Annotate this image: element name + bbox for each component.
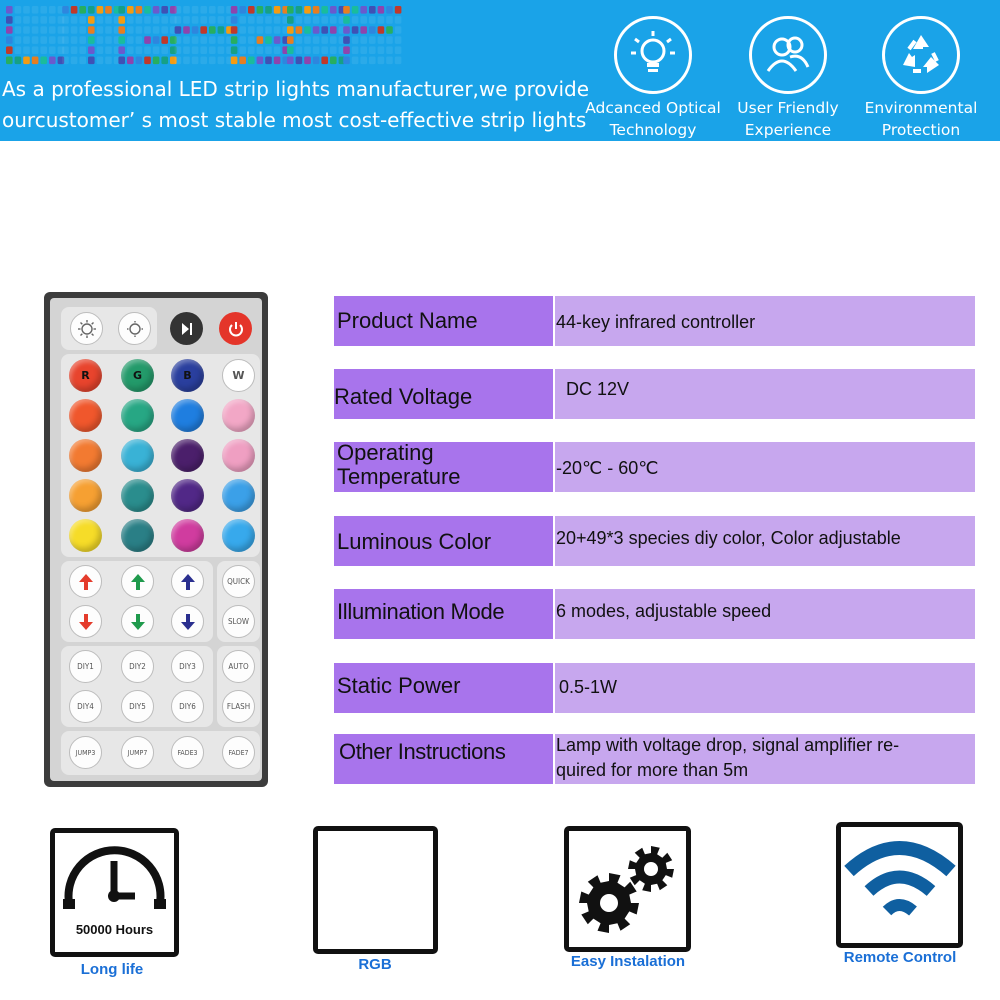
color-button [69,479,102,512]
color-button-r [69,359,102,392]
color-button [222,439,255,472]
remote-control-box [836,822,963,948]
color-button [69,519,102,552]
recycle-icon [882,16,960,94]
color-button [171,399,204,432]
spec-row-other-instructions [334,734,975,784]
installation-box [564,826,691,952]
diy6-button: DIY6 [171,690,204,723]
color-button-label: R [81,369,90,382]
remote-effects-panel [61,731,260,775]
color-button-g [121,359,154,392]
hours-text: 50000 Hours [75,922,154,937]
caption-long-life: Long life [80,961,144,978]
dotted-logo [6,6,426,72]
spec-label-cell [334,442,553,492]
diy5-button: DIY5 [121,690,154,723]
spec-label: Illumination Mode [337,599,505,624]
play-pause-icon [170,312,203,345]
wifi-signal-icon [841,827,958,943]
feature-label: Protection [881,121,961,139]
color-button-label: G [132,369,143,382]
spec-label-cell [334,589,553,639]
feature-environmental [851,16,991,141]
spec-label: Rated Voltage [334,384,473,409]
color-button [121,439,154,472]
feature-label: Adcanced Optical [585,99,721,117]
spec-label-line-2: Temperature [337,464,461,489]
spec-value-cell [555,516,975,566]
spec-value-cell [555,442,975,492]
green-down-arrow-icon [121,605,154,638]
spec-value: 20+49*3 species diy color, Color adjustable [556,528,901,548]
color-button-b [171,359,204,392]
color-button-w [222,359,255,392]
diy3-button: DIY3 [171,650,204,683]
spec-label-cell [334,663,553,713]
feature-optical-technology [583,16,723,141]
brightness-up-icon [70,312,103,345]
fade3-button: FADE3 [171,736,204,769]
feature-label: Experience [744,121,832,139]
color-button-label: W [232,369,245,382]
spec-value-line-1: Lamp with voltage drop, signal amplifier re- [556,735,900,755]
gears-icon [569,831,686,947]
spec-value: 44-key infrared controller [556,312,756,332]
color-button [69,399,102,432]
color-button [171,519,204,552]
color-button [222,519,255,552]
spec-value: 6 modes, adjustable speed [556,601,772,621]
long-life-box [50,828,179,957]
feature-label: Environmental [864,99,978,117]
color-button [121,479,154,512]
caption-rgb: RGB [358,956,392,973]
brightness-down-icon [118,312,151,345]
auto-button: AUTO [222,650,255,683]
ir-remote-image [44,292,268,787]
red-up-arrow-icon [69,565,102,598]
feature-label: User Friendly [737,99,839,117]
spec-row-illumination-mode [334,589,975,639]
users-icon [749,16,827,94]
color-button [171,479,204,512]
spec-value-line-2: quired for more than 5m [556,760,749,780]
spec-label: Luminous Color [337,529,492,554]
spec-value-cell [555,369,975,419]
remote-speed-panel [217,561,260,642]
spec-row-product-name [334,296,975,346]
feature-label: Technology [609,121,697,139]
spec-value-cell [555,589,975,639]
spec-value: 0.5-1W [559,677,618,697]
red-down-arrow-icon [69,605,102,638]
caption-remote-control: Remote Control [843,949,957,966]
blue-up-arrow-icon [171,565,204,598]
diy1-button: DIY1 [69,650,102,683]
color-button [69,439,102,472]
spec-label-cell [334,734,553,784]
rgb-box [313,826,438,954]
power-icon [219,312,252,345]
spec-label-cell [334,369,553,419]
remote-face [50,298,262,781]
color-button [222,399,255,432]
jump7-button: JUMP7 [121,736,154,769]
diy4-button: DIY4 [69,690,102,723]
remote-color-panel [61,354,260,557]
diy2-button: DIY2 [121,650,154,683]
tagline-line-2: ourcustomer’ s most stable most cost-effective strip lights [2,108,587,132]
flash-button: FLASH [222,690,255,723]
remote-arrow-panel [61,561,213,642]
spec-value: DC 12V [566,379,630,399]
spec-value-cell [555,296,975,346]
remote-mode-panel [217,646,260,727]
header-banner [0,0,1000,141]
spec-label: Product Name [337,308,478,333]
spec-value-cell [555,663,975,713]
spec-label-cell [334,516,553,566]
color-button [121,399,154,432]
green-up-arrow-icon [121,565,154,598]
spec-row-static-power [334,663,975,713]
spec-label-cell [334,296,553,346]
color-button [222,479,255,512]
rgb-circles-icon [318,831,433,949]
spec-value: -20℃ - 60℃ [556,458,659,478]
spec-row-rated-voltage [334,369,975,419]
spec-value-cell [555,734,975,784]
lightbulb-icon [614,16,692,94]
jump3-button: JUMP3 [69,736,102,769]
spec-label-line-1: Operating [337,440,434,465]
color-button [121,519,154,552]
fade7-button: FADE7 [222,736,255,769]
caption-easy-installation: Easy Instalation [570,953,686,970]
color-button-label: B [183,369,192,382]
tagline-line-1: As a professional LED strip lights manufacturer,we provide [2,77,590,101]
blue-down-arrow-icon [171,605,204,638]
feature-user-friendly [718,16,858,141]
color-button [171,439,204,472]
spec-label: Static Power [337,673,461,698]
quick-button: QUICK [222,565,255,598]
spec-label: Other Instructions [339,739,506,764]
spec-row-luminous-color [334,516,975,566]
spec-row-operating-temperature [334,442,975,492]
remote-diy-panel [61,646,213,727]
slow-button: SLOW [222,605,255,638]
